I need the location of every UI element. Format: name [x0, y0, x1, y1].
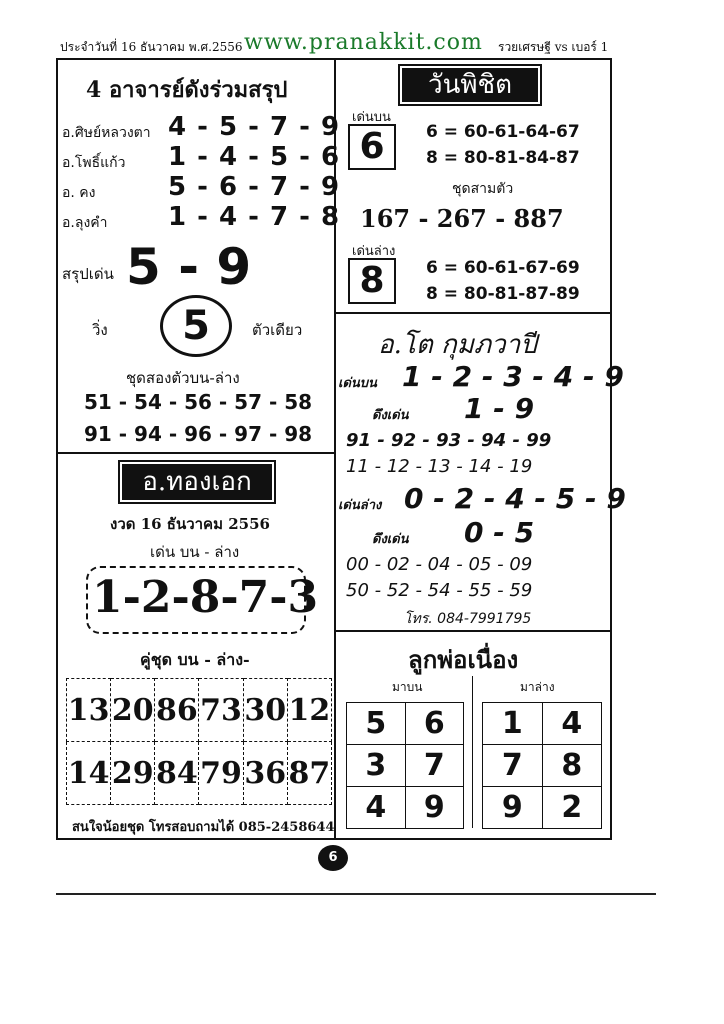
oto-top-numbers: 1 - 2 - 3 - 4 - 9	[402, 360, 624, 393]
lukpho-top-grid	[346, 702, 464, 829]
oto-top-row-1: 91 - 92 - 93 - 94 - 99	[346, 430, 552, 451]
summary-row-numbers: 1 - 4 - 5 - 6	[168, 142, 341, 172]
summary-title: 4 อาจารย์ดังร่วมสรุป	[86, 77, 288, 103]
lukpho-title: ลูกพ่อเนื่อง	[408, 646, 519, 674]
lukpho-cell: 8	[542, 745, 602, 787]
lukpho-divider	[472, 676, 473, 828]
pair-cell: 14	[67, 742, 111, 805]
main-numbers: 5 - 9	[126, 238, 252, 296]
oto-top-draw-numbers: 1 - 9	[464, 392, 535, 425]
three-digit-numbers: 167 - 267 - 887	[360, 204, 564, 233]
oto-top-draw-label: ดึงเด่น	[372, 408, 409, 423]
lukpho-cell: 1	[483, 703, 543, 745]
site-watermark: www.pranakkit.com	[244, 30, 483, 55]
pair-cell: 20	[111, 679, 155, 742]
run-label: วิ่ง	[92, 321, 108, 339]
right-section-divider-2	[334, 630, 612, 632]
pair-cell: 84	[155, 742, 199, 805]
pair-cell: 13	[67, 679, 111, 742]
main-numbers-label: สรุปเด่น	[62, 265, 114, 283]
pair-cell: 86	[155, 679, 199, 742]
bottom-label: เด่นล่าง	[352, 244, 396, 259]
pair-cell: 87	[287, 742, 331, 805]
thongek-main-numbers: 1-2-8-7-3	[92, 572, 319, 623]
summary-row-numbers: 4 - 5 - 7 - 9	[168, 112, 341, 142]
thongek-pairs-grid	[66, 678, 332, 805]
page-number: 6	[318, 845, 348, 871]
oto-bottom-draw-numbers: 0 - 5	[464, 516, 535, 549]
left-section-divider	[56, 452, 336, 454]
summary-row-numbers: 5 - 6 - 7 - 9	[168, 172, 341, 202]
lukpho-cell: 6	[405, 703, 464, 745]
lukpho-cell: 4	[347, 787, 406, 829]
summary-row-numbers: 1 - 4 - 7 - 8	[168, 202, 341, 232]
three-digit-label: ชุดสามตัว	[452, 181, 514, 197]
issue-date: ประจำวันที่ 16 ธันวาคม พ.ศ.2556	[60, 40, 243, 54]
summary-row-name: อ. คง	[62, 185, 96, 201]
lukpho-top-label: มาบน	[392, 680, 423, 694]
lukpho-cell: 7	[483, 745, 543, 787]
pairs-row-1: 51 - 54 - 56 - 57 - 58	[84, 390, 313, 414]
thongek-pairs-title: คู่ชุด บน - ล่าง-	[140, 650, 250, 669]
oto-top-label: เด่นบน	[338, 376, 377, 391]
lukpho-cell: 3	[347, 745, 406, 787]
thongek-title: อ.ทองเอก	[118, 460, 276, 504]
pairs-title: ชุดสองตัวบน-ล่าง	[126, 369, 240, 387]
pair-cell: 29	[111, 742, 155, 805]
summary-row-name: อ.โพธิ์แก้ว	[62, 155, 126, 171]
lukpho-cell: 2	[542, 787, 602, 829]
lukpho-cell: 5	[347, 703, 406, 745]
right-section-divider-1	[334, 312, 612, 314]
oto-bottom-label: เด่นล่าง	[338, 498, 382, 513]
pair-cell: 30	[243, 679, 287, 742]
bottom-line-1: 6 = 60-61-67-69	[426, 258, 580, 278]
bottom-number-box: 8	[348, 258, 396, 304]
lukpho-cell: 7	[405, 745, 464, 787]
top-line-1: 6 = 60-61-64-67	[426, 122, 580, 142]
wanpichit-title: วันพิชิต	[398, 64, 542, 106]
lukpho-cell: 4	[542, 703, 602, 745]
lukpho-cell: 9	[483, 787, 543, 829]
publication-name: รวยเศรษฐี vs เบอร์ 1	[498, 40, 609, 54]
top-line-2: 8 = 80-81-84-87	[426, 148, 580, 168]
bottom-line-2: 8 = 80-81-87-89	[426, 284, 580, 304]
thongek-subtitle: เด่น บน - ล่าง	[150, 543, 240, 561]
oto-bottom-row-2: 50 - 52 - 54 - 55 - 59	[346, 580, 533, 601]
pair-cell: 12	[287, 679, 331, 742]
pair-cell: 79	[199, 742, 243, 805]
single-label: ตัวเดียว	[252, 321, 303, 339]
pairs-row-2: 91 - 94 - 96 - 97 - 98	[84, 422, 313, 446]
summary-row-name: อ.ลุงคำ	[62, 215, 108, 231]
oto-top-row-2: 11 - 12 - 13 - 14 - 19	[346, 456, 533, 477]
footer-rule	[56, 893, 656, 895]
top-label: เด่นบน	[352, 110, 391, 125]
oto-title: อ.โต กุมภวาปี	[378, 330, 537, 360]
run-number-circle: 5	[160, 295, 232, 357]
lukpho-bottom-label: มาล่าง	[520, 680, 555, 694]
oto-bottom-row-1: 00 - 02 - 04 - 05 - 09	[346, 554, 533, 575]
oto-phone: โทร. 084-7991795	[404, 611, 532, 627]
summary-row-name: อ.ศิษย์หลวงตา	[62, 125, 151, 141]
lukpho-cell: 9	[405, 787, 464, 829]
thongek-draw-date: งวด 16 ธันวาคม 2556	[110, 515, 270, 533]
oto-bottom-draw-label: ดึงเด่น	[372, 532, 409, 547]
lukpho-bottom-grid	[482, 702, 602, 829]
oto-bottom-numbers: 0 - 2 - 4 - 5 - 9	[404, 482, 626, 515]
pair-cell: 73	[199, 679, 243, 742]
top-number-box: 6	[348, 124, 396, 170]
thongek-contact: สนใจน้อยชุด โทรสอบถามได้ 085-2458644	[72, 820, 335, 835]
pair-cell: 36	[243, 742, 287, 805]
